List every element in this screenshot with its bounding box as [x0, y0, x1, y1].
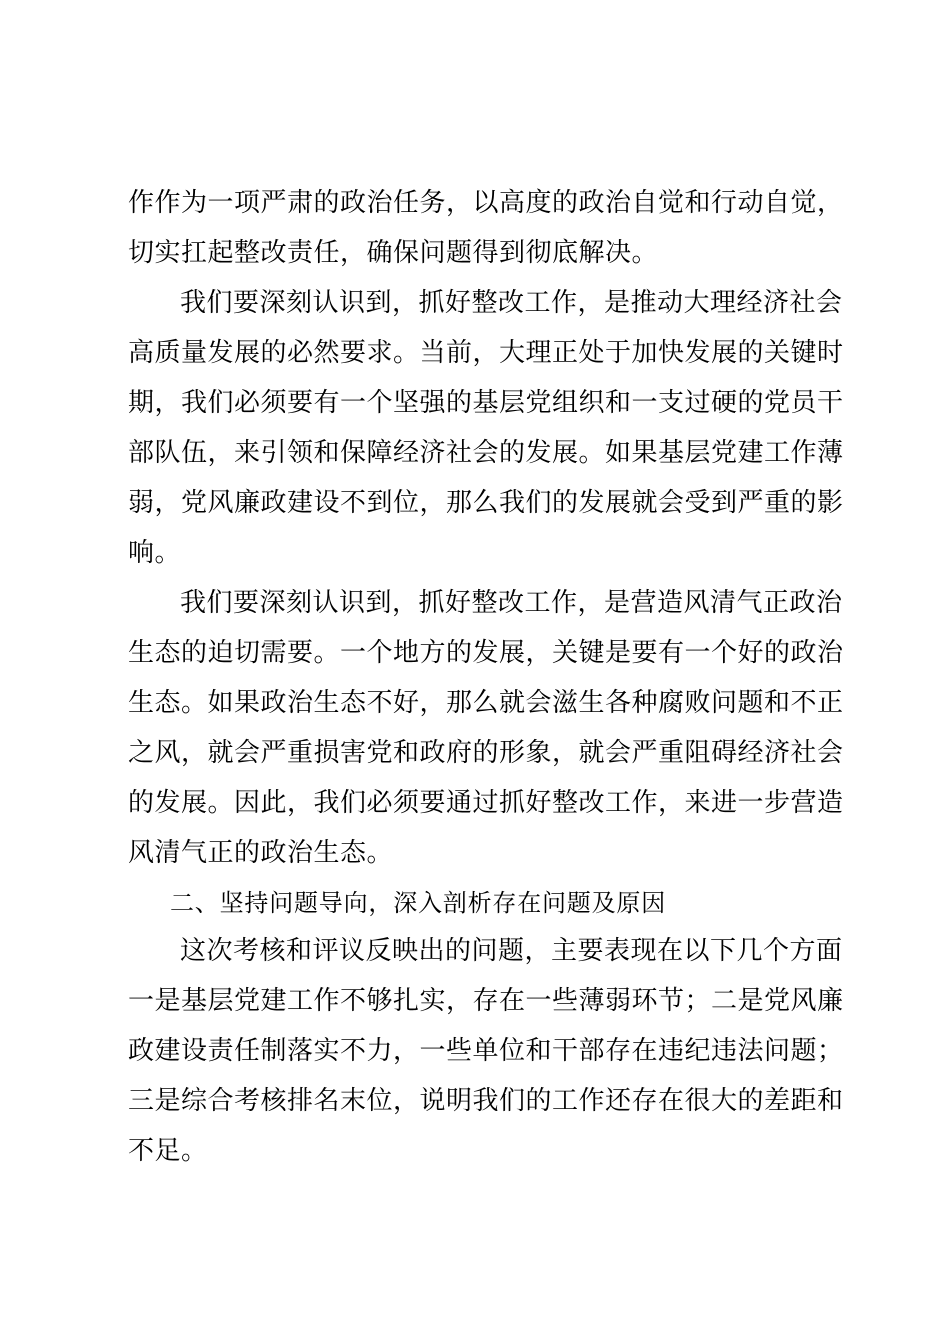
paragraph-first-line: 我们要深刻认识到，抓好整改工作，是推动大理经济社会: [180, 288, 843, 318]
text-line: 响。: [128, 538, 182, 568]
paragraph-first-line: 这次考核和评议反映出的问题，主要表现在以下几个方面: [180, 936, 843, 966]
text-line: 一是基层党建工作不够扎实，存在一些薄弱环节；二是党风廉: [128, 986, 844, 1016]
text-line: 生态。如果政治生态不好，那么就会滋生各种腐败问题和不正: [128, 688, 844, 718]
text-line: 高质量发展的必然要求。当前，大理正处于加快发展的关键时: [128, 338, 844, 368]
section-heading: 二、坚持问题导向，深入剖析存在问题及原因: [170, 889, 666, 917]
text-line: 政建设责任制落实不力，一些单位和干部存在违纪违法问题；: [128, 1036, 844, 1066]
text-line: 弱，党风廉政建设不到位，那么我们的发展就会受到严重的影: [128, 488, 844, 518]
text-line: 生态的迫切需要。一个地方的发展，关键是要有一个好的政治: [128, 638, 844, 668]
paragraph-first-line: 我们要深刻认识到，抓好整改工作，是营造风清气正政治: [180, 588, 843, 618]
text-line: 三是综合考核排名末位，说明我们的工作还存在很大的差距和: [128, 1086, 844, 1116]
text-line: 切实扛起整改责任，确保问题得到彻底解决。: [128, 238, 659, 268]
text-line: 之风，就会严重损害党和政府的形象，就会严重阻碍经济社会: [128, 738, 844, 768]
text-line: 作作为一项严肃的政治任务，以高度的政治自觉和行动自觉，: [128, 188, 844, 218]
text-line: 期，我们必须要有一个坚强的基层党组织和一支过硬的党员干: [128, 388, 844, 418]
text-line: 的发展。因此，我们必须要通过抓好整改工作，来进一步营造: [128, 788, 844, 818]
text-line: 风清气正的政治生态。: [128, 838, 394, 868]
text-line: 不足。: [128, 1136, 208, 1166]
text-line: 部队伍，来引领和保障经济社会的发展。如果基层党建工作薄: [128, 438, 844, 468]
